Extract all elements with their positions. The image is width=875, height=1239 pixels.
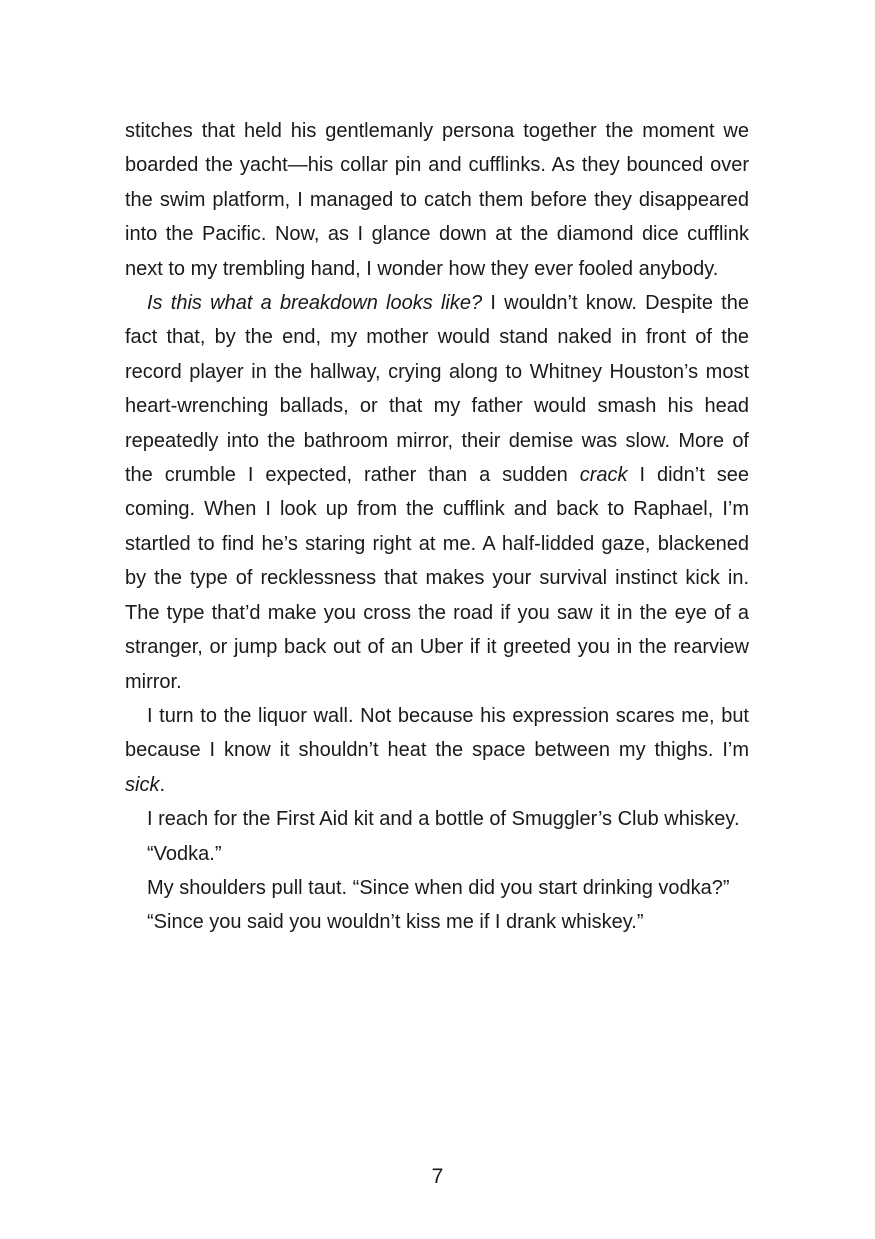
text-segment: I turn to the liquor wall. Not because his expression scares me, but because I know it shouldn’t heat the space between my thighs. I’m (125, 704, 749, 762)
text-segment: I didn’t see coming. When I look up from the cufflink and back to Raphael, I’m startled to find he’s staring right at me. A half-lidded gaze, blackened by the type of recklessness that makes your survival instinct kick in. The type that’d make you cross the road if you saw it in the eye of a stranger, or jump back out of an Uber if it greeted you in the rearview mirror. (125, 464, 749, 693)
paragraph (125, 802, 749, 836)
paragraph (125, 114, 749, 286)
text-segment: I reach for the First Aid kit and a bottle of Smuggler’s Club whiskey. (147, 808, 740, 831)
italic-text-segment: Is this what a breakdown looks like? (147, 292, 483, 315)
page-number: 7 (431, 1165, 444, 1188)
italic-text-segment: sick (125, 773, 160, 796)
paragraph (125, 837, 749, 871)
paragraph (125, 699, 749, 802)
text-segment: I wouldn’t know. Despite the fact that, by the end, my mother would stand naked in front of the record player in the hallway, crying along to Whitney Houston’s most heart-wrenching ballads, or that my father would smash his head repeatedly into the bathroom mirror, their demise was slow. More of the crumble I expected, rather than a sudden (125, 292, 749, 487)
text-segment: My shoulders pull taut. “Since when did you start drinking vodka?” (147, 876, 730, 899)
paragraph (125, 905, 749, 939)
paragraph (125, 871, 749, 905)
text-segment: stitches that held his gentlemanly persona together the moment we boarded the yacht—his collar pin and cufflinks. As they bounced over the swim platform, I managed to catch them before they disappeared into the Pacific. Now, as I glance down at the diamond dice cufflink next to my trembling hand, I wonder how they ever fooled anybody. (125, 120, 749, 280)
paragraph (125, 286, 749, 699)
text-segment: “Vodka.” (147, 842, 222, 865)
italic-text-segment: crack (579, 464, 628, 487)
text-segment: “Since you said you wouldn’t kiss me if I drank whiskey.” (147, 911, 644, 934)
text-segment: . (159, 773, 166, 796)
body-text (125, 114, 749, 940)
